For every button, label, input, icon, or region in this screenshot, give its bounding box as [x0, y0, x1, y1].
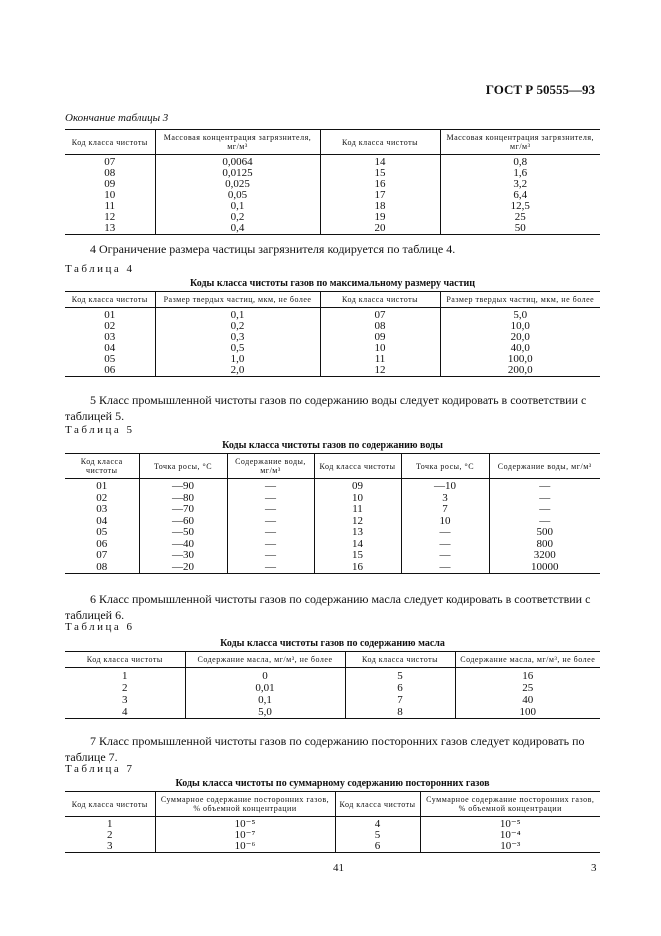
table-row: [65, 706, 600, 719]
table-cell: 11: [320, 354, 440, 365]
table-cell: 06: [65, 365, 155, 377]
table-cell: 07: [96, 549, 108, 561]
table-header: Размер твердых частиц, мкм, не более: [440, 292, 600, 308]
table-cell: 12,5: [440, 201, 600, 212]
table-header: Суммарное содержание посторонних газов, % объемной концентрации: [420, 792, 600, 817]
table-cell: 09: [320, 332, 440, 343]
table-7: [65, 791, 600, 853]
table-cell: 17: [320, 190, 440, 201]
page-number-center: 41: [333, 862, 344, 874]
table-row: [65, 682, 600, 694]
table-cell: 01: [96, 480, 108, 492]
table-cell: 0,1: [185, 694, 345, 706]
table-6-label: Таблица 6: [65, 621, 135, 633]
table-cell: 15: [314, 550, 401, 562]
table-cell: —: [401, 562, 489, 574]
paragraph-4: 4 Ограничение размера частицы загрязнителя кодируется по таблице 4.: [90, 242, 456, 256]
table-header: Код класса чистоты: [65, 454, 139, 479]
table-header: Суммарное содержание посторонних газов, % объемной концентрации: [155, 792, 335, 817]
table-cell: 5: [335, 830, 420, 841]
table-cell: 5: [345, 668, 455, 683]
table-cell: 7: [401, 504, 489, 516]
table-cell: 0,5: [155, 343, 320, 354]
table-header: Массовая концентрация загрязнителя, мг/м³: [440, 130, 600, 155]
table-header: Код класса чистоты: [314, 454, 401, 479]
table-cell: —: [227, 527, 314, 539]
table-cell: 10: [314, 493, 401, 505]
table-cell: 3200: [489, 550, 600, 562]
table-row: [65, 550, 600, 562]
table-cell: 10000: [489, 562, 600, 574]
table-cell: 5,0: [440, 308, 600, 322]
table-cell: 100,0: [440, 354, 600, 365]
table-cell: 10⁻⁵: [155, 817, 335, 831]
table-cell: 2: [107, 829, 113, 841]
table-cell: 0,3: [155, 332, 320, 343]
table-cell: 03: [96, 503, 108, 515]
table-cell: —50: [139, 527, 227, 539]
table-header: Код класса чистоты: [65, 792, 155, 817]
table-row: [65, 668, 600, 683]
table-row: [65, 516, 600, 528]
table-header: Содержание воды, мг/м³: [489, 454, 600, 479]
table-cell: —: [489, 504, 600, 516]
table-cell: 6: [345, 682, 455, 694]
table-cell: 25: [440, 212, 600, 223]
page-number-right: 3: [591, 862, 597, 874]
table-cell: 19: [320, 212, 440, 223]
table-cell: 06: [96, 537, 108, 550]
table-cell: 08: [65, 562, 139, 574]
table-cell: 08: [104, 167, 116, 179]
table-cell: 500: [489, 527, 600, 539]
table-cell: 10⁻⁵: [420, 817, 600, 831]
table-7-label: Таблица 7: [65, 763, 135, 775]
table-cell: 16: [320, 179, 440, 190]
table-cell: 16: [314, 562, 401, 574]
table-row: [65, 308, 600, 322]
table-cell: 11: [104, 200, 116, 212]
table-cell: 10: [104, 189, 116, 201]
table-row: [65, 841, 600, 853]
table-header: Код класса чистоты: [65, 130, 155, 155]
table-header: Содержание воды, мг/м³: [227, 454, 314, 479]
table-cell: —: [227, 504, 314, 516]
table-cell: —: [401, 539, 489, 551]
table-header: Точка росы, °С: [401, 454, 489, 479]
table-cell: 40: [455, 694, 600, 706]
table-cell: 1,0: [155, 354, 320, 365]
table-cell: —10: [401, 479, 489, 493]
table-cell: 0,2: [155, 321, 320, 332]
table-cell: 12: [104, 211, 116, 223]
table-cell: —: [489, 516, 600, 528]
table-cell: 04: [96, 514, 108, 527]
table-cell: 2: [122, 682, 128, 694]
table-6: [65, 651, 600, 719]
table-header: Содержание масла, мг/м³, не более: [185, 652, 345, 668]
table-cell: 3,2: [440, 179, 600, 190]
table-cell: 3: [65, 841, 155, 853]
table-header: Код класса чистоты: [320, 292, 440, 308]
table-cell: —: [227, 539, 314, 551]
table-cell: 03: [104, 331, 116, 343]
table-cell: 12: [320, 365, 440, 377]
table-row: [65, 562, 600, 574]
table-cell: 0,025: [155, 179, 320, 190]
table-row: [65, 493, 600, 505]
table-row: [65, 479, 600, 493]
table-cell: 0,05: [155, 190, 320, 201]
table-header: Размер твердых частиц, мкм, не более: [155, 292, 320, 308]
table-cell: 13: [65, 223, 155, 235]
table-cell: 0,01: [185, 682, 345, 694]
table-cell: —: [401, 527, 489, 539]
table-cell: 10: [320, 343, 440, 354]
table-cell: 05: [96, 526, 108, 538]
table3-continuation-label: Окончание таблицы 3: [65, 112, 169, 124]
table-7-title: Коды класса чистоты по суммарному содержанию посторонних газов: [175, 778, 490, 789]
table-cell: 6,4: [440, 190, 600, 201]
table-header: Код класса чистоты: [65, 292, 155, 308]
table-cell: —: [227, 493, 314, 505]
table-cell: 8: [345, 706, 455, 719]
table-cell: 09: [314, 479, 401, 493]
table-cell: 1: [107, 818, 113, 830]
table-cell: 07: [104, 156, 116, 168]
table-4: [65, 291, 600, 377]
table-cell: —90: [139, 479, 227, 493]
table-row: [65, 539, 600, 551]
table-cell: 10⁻⁶: [155, 841, 335, 853]
table-row: [65, 365, 600, 377]
table-header: Код класса чистоты: [320, 130, 440, 155]
table-cell: —70: [139, 504, 227, 516]
table-cell: 0,0064: [155, 155, 320, 169]
table-3: [65, 129, 600, 235]
table-cell: 20,0: [440, 332, 600, 343]
table-cell: 800: [489, 539, 600, 551]
table-cell: 0,4: [155, 223, 320, 235]
table-cell: 10,0: [440, 321, 600, 332]
table-cell: 0: [185, 668, 345, 683]
table-cell: —: [227, 479, 314, 493]
document-code: ГОСТ Р 50555—93: [485, 82, 595, 97]
table-4-label: Таблица 4: [65, 263, 135, 275]
table-cell: 07: [320, 308, 440, 322]
table-header: Код класса чистоты: [345, 652, 455, 668]
table-cell: 5,0: [185, 706, 345, 719]
table-cell: 14: [320, 155, 440, 169]
paragraph-7: 7 Класс промышленной чистоты газов по содержанию посторонних газов следует кодировать по таблице 7.: [65, 734, 585, 764]
table-cell: 10⁻⁴: [420, 830, 600, 841]
table-row: [65, 527, 600, 539]
table-cell: 2,0: [155, 365, 320, 377]
table-header: Массовая концентрация загрязнителя, мг/м³: [155, 130, 320, 155]
paragraph-6: 6 Класс промышленной чистоты газов по содержанию масла следует кодировать в соответствии с таблицей 6.: [65, 592, 591, 622]
table-cell: 20: [320, 223, 440, 235]
table-cell: 05: [104, 353, 116, 365]
table-cell: 0,2: [155, 212, 320, 223]
table-row: [65, 504, 600, 516]
table-cell: —: [489, 493, 600, 505]
paragraph-5: 5 Класс промышленной чистоты газов по содержанию воды следует кодировать в соответствии с таблицей 5.: [65, 393, 587, 423]
table-cell: 200,0: [440, 365, 600, 377]
table-cell: 0,8: [440, 155, 600, 169]
table-cell: 02: [104, 320, 116, 332]
table-row: [65, 155, 600, 169]
table-cell: 15: [320, 168, 440, 179]
table-cell: 0,0125: [155, 168, 320, 179]
table-cell: 0,1: [155, 308, 320, 322]
table-cell: 12: [314, 516, 401, 528]
table-cell: 18: [320, 201, 440, 212]
table-header: Содержание масла, мг/м³, не более: [455, 652, 600, 668]
table-cell: 10: [401, 516, 489, 528]
table-4-title: Коды класса чистоты газов по максимальному размеру частиц: [189, 278, 476, 289]
table-cell: 3: [401, 493, 489, 505]
table-cell: —: [401, 550, 489, 562]
table-cell: 11: [314, 504, 401, 516]
table-cell: 14: [314, 539, 401, 551]
table-cell: 08: [320, 321, 440, 332]
table-cell: 09: [104, 178, 116, 190]
table-cell: 04: [104, 342, 116, 354]
table-cell: 4: [335, 817, 420, 831]
table-cell: 3: [122, 694, 128, 706]
table-row: [65, 694, 600, 706]
table-cell: —: [227, 550, 314, 562]
table-cell: 100: [455, 706, 600, 719]
table-cell: 4: [65, 706, 185, 719]
table-header: Код класса чистоты: [335, 792, 420, 817]
table-cell: 50: [440, 223, 600, 235]
table-cell: 6: [335, 841, 420, 853]
table-cell: 25: [455, 682, 600, 694]
table-header: Код класса чистоты: [65, 652, 185, 668]
table-cell: —80: [139, 493, 227, 505]
table-cell: 16: [455, 668, 600, 683]
table-5-title: Коды класса чистоты газов по содержанию воды: [222, 440, 443, 451]
table-cell: 13: [314, 527, 401, 539]
table-cell: 02: [96, 491, 108, 504]
table-header: Точка росы, °С: [139, 454, 227, 479]
table-5: [65, 453, 600, 574]
table-cell: 40,0: [440, 343, 600, 354]
table-cell: —: [489, 479, 600, 493]
table-cell: —40: [139, 539, 227, 551]
table-cell: 1: [122, 670, 128, 682]
table-cell: 0,1: [155, 201, 320, 212]
table-cell: —20: [139, 562, 227, 574]
table-cell: —60: [139, 516, 227, 528]
table-6-title: Коды класса чистоты газов по содержанию масла: [220, 638, 445, 649]
table-cell: 7: [345, 694, 455, 706]
table-cell: —: [227, 562, 314, 574]
table-row: [65, 817, 600, 831]
table-cell: 10⁻³: [420, 841, 600, 853]
table-cell: —30: [139, 550, 227, 562]
table-row: [65, 223, 600, 235]
table-cell: 1,6: [440, 168, 600, 179]
table-cell: 10⁻⁷: [155, 830, 335, 841]
table-cell: 01: [104, 309, 116, 321]
table-cell: —: [227, 516, 314, 528]
table-5-label: Таблица 5: [65, 424, 135, 436]
